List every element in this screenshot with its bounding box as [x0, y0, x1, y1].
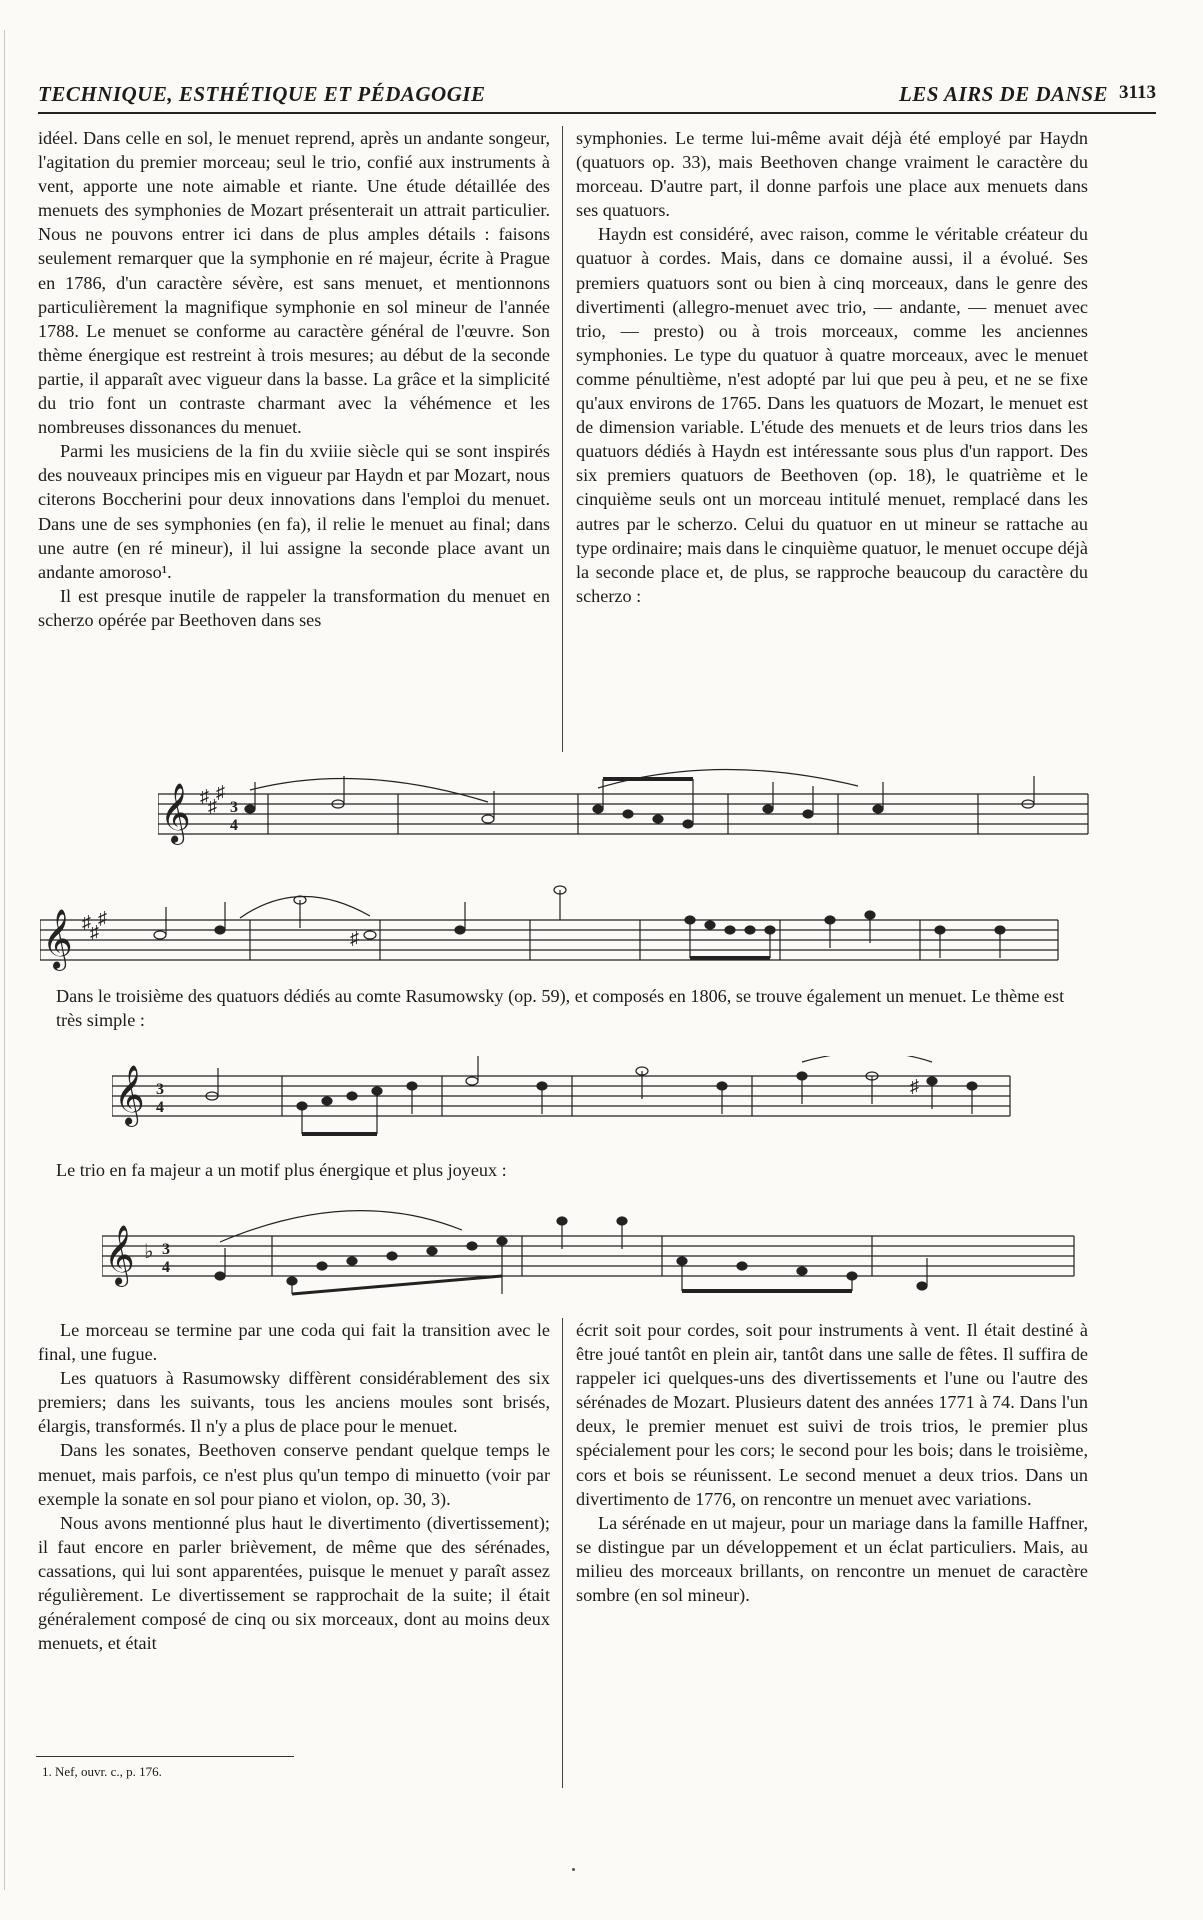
svg-text:𝄞: 𝄞 [160, 785, 191, 842]
svg-text:♯: ♯ [208, 796, 217, 816]
paragraph: Dans les sonates, Beethoven conserve pendant quelque temps le menuet, mais parfois, ce n'est plus qu'un tempo di minuetto (voir par exemple la sonate en sol pour piano et violon, op. 30, 3). [38, 1440, 550, 1509]
paragraph: Dans le troisième des quatuors dédiés au comte Rasumowsky (op. 59), et composés en 1806, se trouve également un menuet. Le thème est très simple : [56, 986, 1065, 1030]
column-1-upper [38, 126, 550, 632]
header-left: TECHNIQUE, ESTHÉTIQUE ET PÉDAGOGIE [38, 82, 486, 106]
paragraph: Parmi les musiciens de la fin du xviiie siècle qui se sont inspirés des nouveaux principes mis en vigueur par Haydn et par Mozart, nous citerons Boccherini pour deux innovations dans l'emploi du menuet. Dans une de ses symphonies (en fa), il relie le menuet au final; dans une autre (en ré mineur), il lui assigne la seconde place avant un andante amoroso¹. [38, 441, 550, 582]
header-rule [38, 112, 1156, 114]
music-example-2 [40, 880, 1060, 990]
column-1-lower [38, 1318, 550, 1655]
page-speck [572, 1868, 575, 1871]
svg-text:3: 3 [162, 1241, 170, 1258]
page-edge [4, 30, 5, 1890]
svg-text:𝄞: 𝄞 [114, 1067, 145, 1124]
music-example-3 [112, 1056, 1012, 1146]
svg-text:♯: ♯ [200, 786, 209, 806]
paragraph: Les quatuors à Rasumowsky diffèrent considérablement des six premiers; dans les suivants, tous les anciens moules sont brisés, élargis, transformés. Il n'y a plus de place pour le menuet. [38, 1368, 550, 1437]
music-example-4 [102, 1196, 1082, 1306]
svg-text:♯: ♯ [350, 928, 359, 948]
footnote-rule [36, 1756, 294, 1757]
music-example-1 [158, 764, 1094, 864]
paragraph: Le morceau se termine par une coda qui fait la transition avec le final, une fugue. [38, 1320, 550, 1365]
page-number: 3113 [1119, 82, 1156, 103]
paragraph: Nous avons mentionné plus haut le divertimento (divertissement); il faut encore en parler brièvement, de même que des sérénades, cassations, qui lui sont apparentées, puisque le menuet y paraît assez régulièrement. Le divertissement se rapprochait de la suite; il était généralement composé de cinq ou six morceaux, dont au moins deux menuets, et était [38, 1512, 550, 1654]
paragraph: Il est presque inutile de rappeler la transformation du menuet en scherzo opérée par Beethoven dans ses [38, 585, 550, 630]
paragraph: Haydn est considéré, avec raison, comme le véritable créateur du quatuor à cordes. Mais, dans ce domaine aussi, il a évolué. Ses premiers quatuors sont ou bien à cinq morceaux, dans le genre des divertimenti (allegro-menuet avec trio, — andante, — menuet avec trio, — presto) ou à trois morceaux, comme les anciennes symphonies. Le type du quatuor à quatre morceaux, avec le menuet comme pénultième, n'est adopté par lui que peu à peu, et ne se fixe qu'aux environs de 1765. Dans les quatuors de Mozart, le menuet est de dimension variable. L'étude des menuets et de leurs trios dans les quatuors dédiés à Haydn est intéressante sous plus d'un rapport. Des six premiers quatuors de Beethoven (op. 18), le quatrième et le cinquième seuls ont un morceau intitulé menuet, remplacé dans les autres par le scherzo. Celui du quatuor en ut mineur se rattache au type ordinaire; mais dans le cinquième quatuor, le menuet occupe déjà la seconde place et, de plus, se rapproche beaucoup du caractère du scherzo : [576, 224, 1088, 606]
svg-text:𝄞: 𝄞 [104, 1227, 135, 1284]
column-2-upper [576, 126, 1088, 608]
paragraph: Le trio en fa majeur a un motif plus énergique et plus joyeux : [56, 1160, 507, 1180]
column-2-lower [576, 1318, 1088, 1607]
svg-text:♯: ♯ [90, 922, 99, 942]
paragraph: symphonies. Le terme lui-même avait déjà été employé par Haydn (quatuors op. 33), mais Beethoven change vraiment le caractère du morceau. D'autre part, il donne parfois une place aux menuets dans ses quatuors. [576, 128, 1088, 221]
svg-text:𝄞: 𝄞 [42, 911, 73, 968]
paragraph: idéel. Dans celle en sol, le menuet reprend, après un andante songeur, l'agitation du premier morceau; seul le trio, confié aux instruments à vent, apporte une note aimable et riante. Une étude détaillée des menuets des symphonies de Mozart présenterait un attrait particulier. Nous ne pouvons entrer ici dans de plus amples détails : faisons seulement remarquer que la symphonie en ré majeur, écrite à Prague en 1786, d'un caractère sévère, est sans menuet, et mentionnons particulièrement la magnifique symphonie en sol mineur de l'année 1788. Le menuet se conforme au caractère général de l'œuvre. Son thème énergique est restreint à trois mesures; au début de la seconde partie, il apparaît avec vigueur dans la basse. La grâce et la simplicité du trio font un contraste charmant avec la véhémence et les nombreuses dissonances du menuet. [38, 128, 550, 438]
paragraph: écrit soit pour cordes, soit pour instruments à vent. Il était destiné à être joué tantôt en plein air, tantôt dans une salle de fêtes. Il suffira de rappeler ici quelques-uns des divertissements et l'une ou l'autre des sérénades de Mozart. Plusieurs datent des années 1771 à 74. Dans l'un deux, le premier menuet est suivi de trois trios, le premier plus spécialement pour les cors; le second pour les bois; dans le troisième, cors et bois se réunissent. Le second menuet a deux trios. Dans un divertimento de 1776, on rencontre un menuet avec variations. [576, 1320, 1088, 1509]
header-right: LES AIRS DE DANSE [898, 82, 1108, 106]
svg-text:♯: ♯ [82, 912, 91, 932]
footnote: 1. Nef, ouvr. c., p. 176. [42, 1764, 162, 1779]
svg-text:♯: ♯ [98, 908, 107, 928]
svg-text:♯: ♯ [216, 782, 225, 802]
svg-text:♭: ♭ [144, 1241, 154, 1263]
svg-text:4: 4 [230, 817, 238, 834]
svg-text:4: 4 [162, 1259, 170, 1276]
paragraph: La sérénade en ut majeur, pour un mariage dans la famille Haffner, se distingue par un développement et un éclat particuliers. Mais, au milieu des morceaux brillants, on rencontre un menuet de caractère sombre (en sol mineur). [576, 1512, 1088, 1606]
column-divider [562, 1318, 563, 1788]
text-block-mid-1 [56, 984, 1086, 1032]
svg-text:4: 4 [156, 1099, 164, 1116]
svg-text:♯: ♯ [910, 1076, 919, 1096]
svg-text:3: 3 [230, 799, 238, 816]
column-divider [562, 126, 563, 752]
text-block-mid-2 [56, 1158, 1086, 1182]
svg-text:3: 3 [156, 1081, 164, 1098]
running-header [38, 82, 1156, 112]
